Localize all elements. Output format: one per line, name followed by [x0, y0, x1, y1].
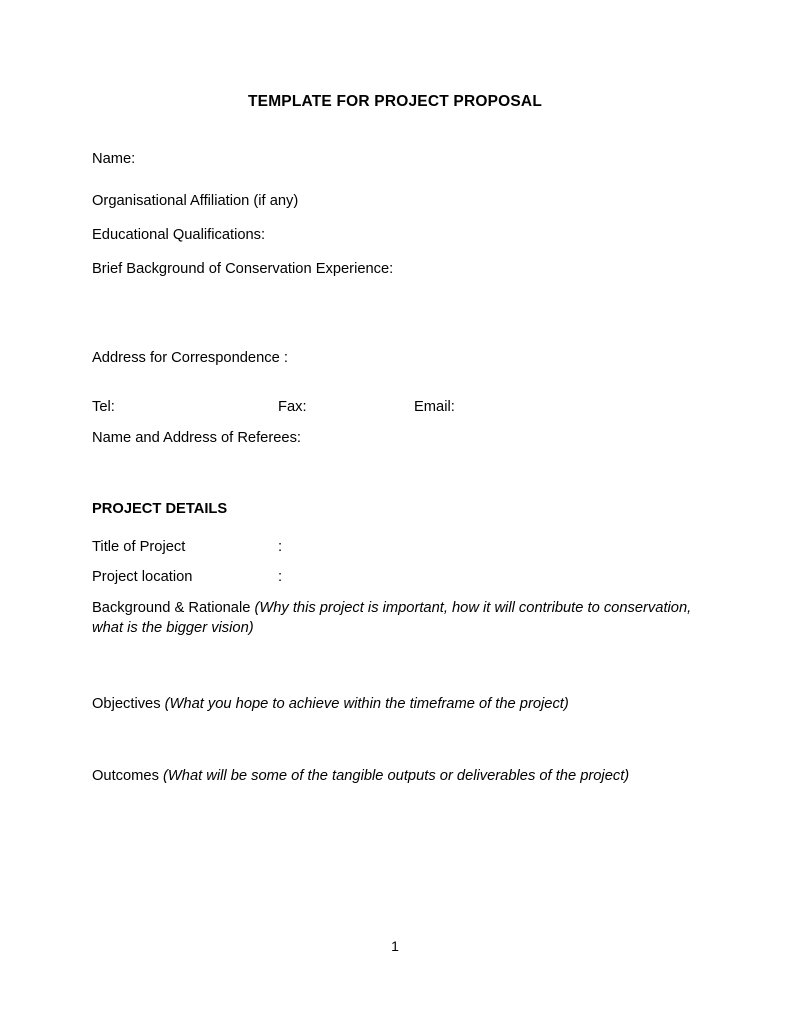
spacer-answer-area	[92, 279, 712, 335]
background-rationale-hint: (Why this project is important, how it will contribute to conservation, what is the bigger vision)	[92, 600, 692, 636]
spacer	[92, 555, 712, 569]
field-background-label: Brief Background of Conservation Experience:	[92, 260, 394, 277]
contact-row	[92, 399, 712, 415]
spacer-answer-area	[92, 639, 712, 695]
field-qualifications-label: Educational Qualifications:	[92, 226, 266, 243]
row-label: Project location	[92, 569, 193, 586]
outcomes-hint: (What will be some of the tangible outputs or deliverables of the project)	[163, 767, 630, 784]
field-fax-label: Fax:	[278, 399, 307, 416]
field-referees-label: Name and Address of Referees:	[92, 430, 302, 447]
section-heading-project-details: PROJECT DETAILS	[92, 501, 228, 518]
spacer	[92, 415, 712, 429]
spacer	[92, 170, 712, 192]
field-tel-label: Tel:	[92, 399, 115, 416]
spacer	[92, 517, 712, 539]
document-body	[92, 150, 712, 786]
spacer	[92, 369, 712, 399]
field-name-label: Name:	[92, 151, 136, 167]
row-project-location	[92, 569, 712, 585]
background-rationale-label: Background & Rationale	[92, 600, 255, 617]
field-affiliation-label: Organisational Affiliation (if any)	[92, 192, 299, 209]
spacer	[92, 335, 712, 349]
objectives-hint: (What you hope to achieve within the timeframe of the project)	[164, 695, 569, 712]
objectives-block	[92, 695, 712, 715]
row-label: Title of Project	[92, 539, 186, 556]
spacer-answer-area	[92, 715, 712, 767]
objectives-label: Objectives	[92, 695, 165, 712]
outcomes-block	[92, 767, 712, 787]
row-colon: :	[278, 569, 283, 586]
spacer	[92, 212, 712, 226]
row-title-of-project	[92, 539, 712, 555]
outcomes-label: Outcomes	[92, 767, 164, 784]
page-number: 1	[391, 938, 399, 954]
spacer	[92, 585, 712, 599]
background-rationale-block	[92, 599, 712, 639]
field-address-label: Address for Correspondence :	[92, 350, 288, 367]
row-colon: :	[278, 539, 283, 556]
spacer-answer-area	[92, 449, 712, 501]
page-title: TEMPLATE FOR PROJECT PROPOSAL	[247, 93, 542, 110]
spacer	[92, 246, 712, 260]
field-email-label: Email:	[414, 399, 455, 416]
